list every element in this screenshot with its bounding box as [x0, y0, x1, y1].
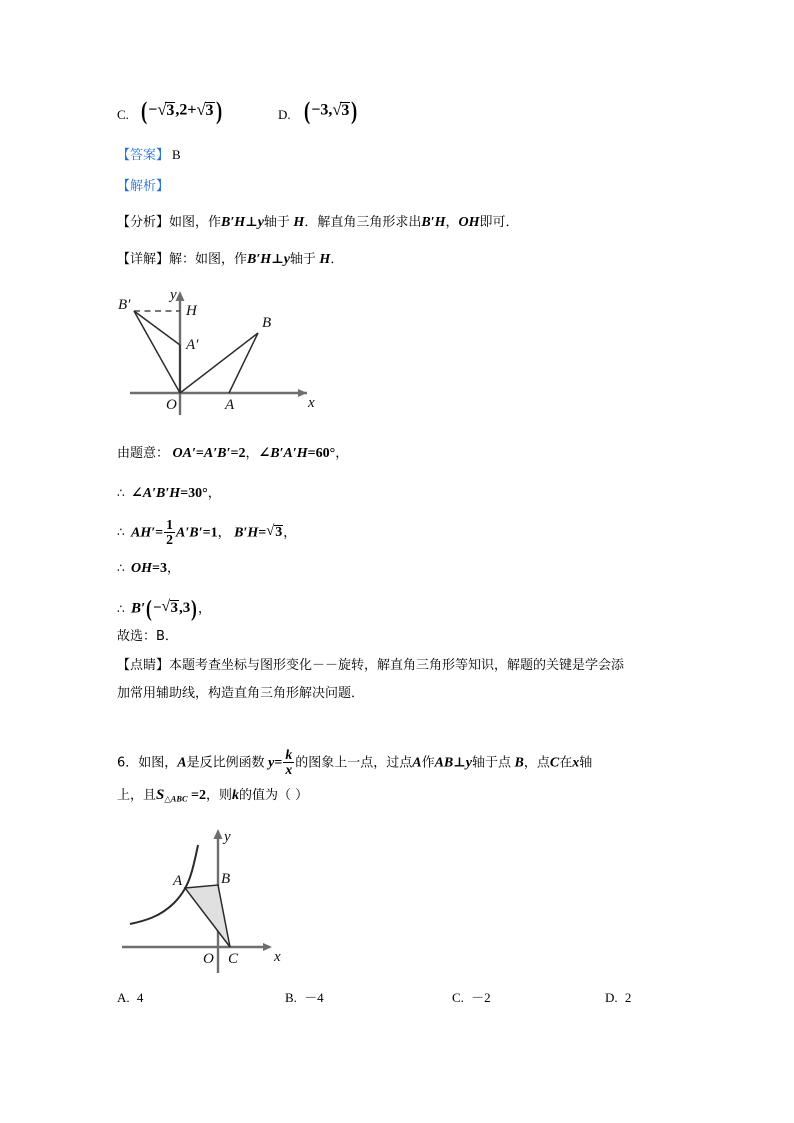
x-axis-arrow	[263, 943, 272, 951]
answer-row	[117, 145, 181, 166]
answer-value: B	[172, 147, 181, 162]
option-c-label: C.	[452, 990, 464, 1005]
question-6-text-5: 轴于点	[471, 755, 511, 771]
option-b-bottom	[285, 988, 324, 1008]
label-h: H	[186, 303, 197, 319]
shaded-triangle-abc	[185, 885, 230, 947]
area-subscript: △ABC	[164, 794, 188, 804]
step1-comma: ，	[245, 446, 259, 461]
answer-tag: 【答案】	[117, 148, 170, 163]
step-line-6: 故选：B．	[117, 629, 178, 644]
question-6-text-8: 轴	[579, 755, 593, 771]
question-6-line-1: 6．如图，A是反比例函数 y= $\frac{k}{x}$ 的图象上一点，过点A作AB⊥y轴于点 B，点C在x轴	[117, 747, 593, 777]
label-b-prime: B′	[118, 297, 131, 313]
fraction-k-over-x	[283, 748, 294, 776]
therefore-symbol: ∴	[117, 525, 125, 540]
paren-left: (	[304, 98, 311, 125]
analysis-text-2: 轴于	[263, 215, 290, 230]
option-d-value: 2	[624, 990, 632, 1005]
label-y-axis: y	[170, 287, 177, 303]
keypoint-row-1	[117, 655, 624, 676]
step2-end: ，	[207, 486, 221, 501]
step3-end: ，	[283, 525, 297, 541]
paren-right: )	[215, 98, 222, 125]
analysis-tag-row	[117, 176, 169, 197]
label-origin: O	[203, 951, 214, 967]
question-6-text-2: 是反比例函数	[186, 755, 265, 771]
question-6-text-4: 作	[421, 755, 435, 771]
x-axis-arrow	[298, 389, 307, 397]
analysis-row: 【分析】如图，作B′H⊥y轴于 H．解直角三角形求出B′H，OH即可．	[117, 214, 519, 230]
option-d-value: (−3, √ 3)	[303, 93, 359, 130]
segment-bprime-aprime	[134, 311, 180, 345]
fraction-denominator: x	[285, 761, 293, 777]
option-d-bottom	[605, 988, 631, 1008]
paren-right: )	[351, 98, 358, 125]
analysis-text-3: ．解直角三角形求出	[304, 215, 422, 230]
keypoint-row-2: 加常用辅助线，构造直角三角形解决问题．	[117, 686, 365, 701]
step-line-1: 由题意： OA′=A′B′=2，∠B′A′H=60°，	[117, 446, 349, 461]
analysis-text-4: ，	[445, 215, 459, 230]
detail-text-1: 解：如图，作	[169, 252, 248, 267]
analysis-text-1: 如图，作	[169, 215, 222, 230]
option-a-bottom	[117, 988, 143, 1008]
option-a-label: A.	[117, 990, 130, 1005]
question-6-text-7: 在	[559, 755, 573, 771]
paren-left: (	[141, 98, 148, 125]
therefore-symbol: ∴	[117, 561, 125, 575]
segment-b-a	[229, 333, 258, 393]
question-6-text-6: ，点	[523, 755, 550, 771]
step-line-2: ∴ ∠A′B′H=30°，	[117, 486, 221, 501]
hyperbola-curve	[130, 845, 198, 924]
question-6-line2-pre: 上，且	[117, 788, 157, 803]
fraction-one-half	[164, 518, 175, 546]
question-6-line2-mid: ，则	[206, 788, 233, 803]
option-c	[117, 105, 129, 125]
step4-end: ，	[166, 561, 180, 576]
detail-text-3: ．	[330, 252, 344, 267]
step1-prefix: 由题意：	[117, 446, 170, 461]
label-origin: O	[166, 397, 177, 413]
analysis-tag: 【解析】	[117, 179, 170, 194]
y-axis-arrow	[176, 291, 185, 301]
therefore-symbol: ∴	[117, 601, 125, 616]
segment-bprime-o	[134, 311, 180, 393]
option-d	[278, 105, 291, 125]
question-6-line-2: 上，且$S_{\triangle ABC} =2$，则k的值为（ ）	[117, 787, 309, 804]
analysis-text-5: 即可．	[479, 215, 519, 230]
option-b-label: B.	[285, 990, 297, 1005]
detail-label: 【详解】	[117, 252, 170, 267]
question-6-text-3: 的图象上一点，过点	[295, 755, 413, 771]
detail-row: 【详解】解：如图，作B′H⊥y轴于 H．	[117, 251, 344, 267]
analysis-label: 【分析】	[117, 215, 170, 230]
option-c-value: －2	[471, 990, 491, 1005]
option-b-value: －4	[304, 990, 324, 1005]
fraction-numerator: k	[285, 747, 293, 762]
option-c-label: C.	[117, 107, 129, 122]
keypoint-label: 【点睛】	[117, 658, 170, 673]
option-d-label: D.	[605, 990, 618, 1005]
label-a-prime: A′	[186, 337, 199, 353]
label-c: C	[228, 951, 239, 967]
question-6-line2-end: 的值为（ ）	[239, 788, 309, 803]
step-line-5: ∴ B′(− √ 3,3)，	[117, 592, 211, 627]
question-6-number: 6．	[117, 755, 139, 771]
option-c-bottom	[452, 988, 491, 1008]
figure-inverse-proportion	[118, 823, 293, 978]
step-line-4: ∴ OH=3，	[117, 561, 180, 576]
keypoint-text-1: 本题考查坐标与图形变化－－旋转，解直角三角形等知识，解题的关键是学会添	[169, 658, 625, 673]
fraction-denominator: 2	[166, 531, 174, 547]
label-a: A	[225, 397, 235, 413]
detail-text-2: 轴于	[289, 252, 316, 267]
label-y-axis: y	[224, 829, 231, 845]
option-a-value: 4	[136, 990, 144, 1005]
step1-end: ，	[335, 446, 349, 461]
option-c-value: (− √ 3,2+ √ 3)	[140, 93, 223, 130]
step-line-3: ∴ AH′= $\frac{1}{2}$ A′B′=1， B′H= √ 3，	[117, 518, 296, 546]
label-a: A	[173, 873, 183, 889]
fraction-numerator: 1	[166, 517, 174, 532]
label-b: B	[262, 315, 272, 331]
label-x-axis: x	[308, 395, 315, 411]
label-x-axis: x	[274, 949, 281, 965]
step5-end: ，	[198, 601, 212, 617]
area-symbol: S	[156, 787, 165, 803]
question-6-text-1: 如图，	[138, 755, 178, 771]
step3-comma: ，	[217, 525, 231, 541]
figure-rotation-diagram	[112, 283, 332, 418]
label-b: B	[221, 871, 231, 887]
therefore-symbol: ∴	[117, 486, 125, 500]
option-d-label: D.	[278, 107, 291, 122]
y-axis-arrow	[214, 829, 223, 839]
